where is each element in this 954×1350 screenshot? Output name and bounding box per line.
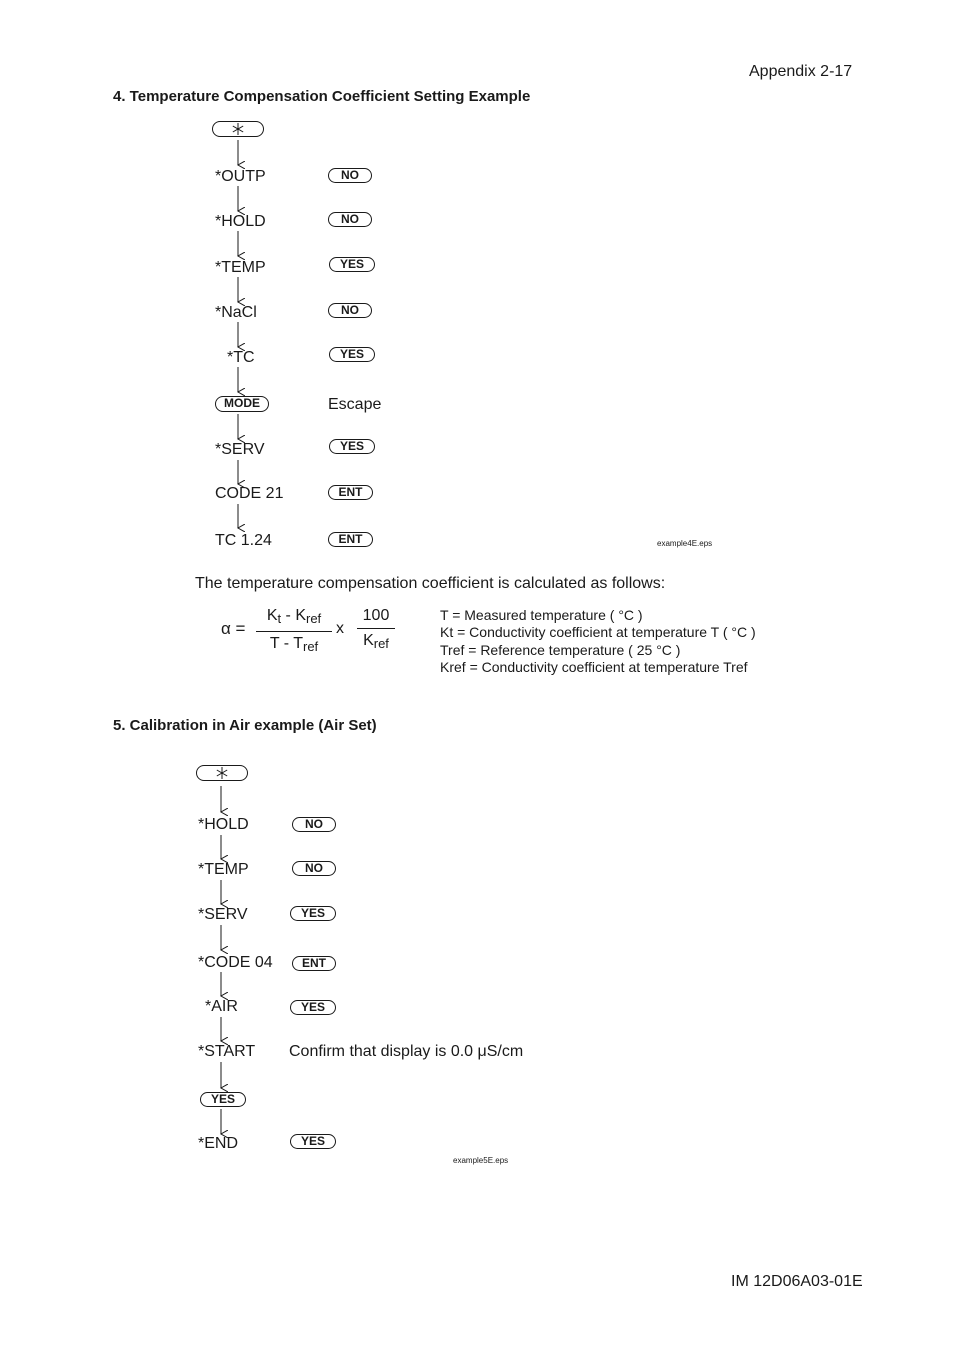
definition-line: Kref = Conductivity coefficient at temperature Tref bbox=[440, 658, 748, 675]
key-ent: ENT bbox=[328, 485, 373, 500]
step-label: TC 1.24 bbox=[215, 532, 272, 549]
fraction-2-denominator: $K_{ref}$ bbox=[363, 632, 389, 651]
step-label: *TEMP bbox=[198, 861, 249, 878]
step-label: *OUTP bbox=[215, 168, 266, 185]
confirm-note: Confirm that display is 0.0 μS/cm bbox=[289, 1043, 524, 1060]
step-label: *TEMP bbox=[215, 259, 266, 276]
key-yes: YES bbox=[329, 347, 375, 362]
key-no: NO bbox=[292, 817, 336, 832]
figure-filename: example5E.eps bbox=[453, 1156, 509, 1165]
step-label: CODE 21 bbox=[215, 485, 284, 502]
key-yes: YES bbox=[200, 1092, 246, 1107]
fraction-1-numerator: $K_t - K_{ref}$ bbox=[266, 607, 322, 626]
step-label: *AIR bbox=[205, 998, 238, 1015]
key-ent: ENT bbox=[328, 532, 373, 547]
key-yes: YES bbox=[329, 439, 375, 454]
step-label: *CODE 04 bbox=[198, 954, 273, 971]
fraction-1-denominator: T - $T_{ref}$ bbox=[269, 635, 319, 654]
step-label: *END bbox=[198, 1135, 239, 1152]
fraction-2 bbox=[357, 606, 395, 654]
key-yes: YES bbox=[329, 257, 375, 272]
key-yes: YES bbox=[290, 906, 336, 921]
section-5-title: 5. Calibration in Air example (Air Set) bbox=[113, 717, 377, 734]
variable-definitions bbox=[440, 607, 756, 676]
page-header: Appendix 2-17 bbox=[749, 63, 853, 80]
alpha-label: α = bbox=[221, 619, 246, 638]
asterisk-key bbox=[196, 765, 248, 781]
multiply-sign: x bbox=[336, 620, 344, 637]
formula-intro: The temperature compensation coefficient is calculated as follows: bbox=[195, 575, 666, 592]
definition-line: Tref = Reference temperature ( 25 °C ) bbox=[440, 641, 681, 658]
key-yes: YES bbox=[290, 1000, 336, 1015]
key-mode: MODE bbox=[215, 396, 269, 412]
step-label: *HOLD bbox=[215, 213, 266, 230]
escape-note: Escape bbox=[328, 396, 382, 413]
asterisk-key bbox=[212, 121, 264, 137]
step-label: *HOLD bbox=[198, 816, 249, 833]
fraction-1 bbox=[256, 606, 332, 657]
step-label: *SERV bbox=[198, 906, 248, 923]
document-id: IM 12D06A03-01E bbox=[731, 1273, 863, 1290]
step-label: *NaCl bbox=[215, 304, 257, 321]
figure-filename: example4E.eps bbox=[657, 539, 713, 548]
key-no: NO bbox=[328, 212, 372, 227]
key-no: NO bbox=[328, 303, 372, 318]
key-no: NO bbox=[328, 168, 372, 183]
step-label: *TC bbox=[227, 349, 255, 366]
key-ent: ENT bbox=[292, 956, 336, 971]
step-label: *SERV bbox=[215, 441, 265, 458]
fraction-2-numerator: 100 bbox=[362, 607, 390, 624]
definition-line: T = Measured temperature ( °C ) bbox=[440, 607, 643, 623]
key-no: NO bbox=[292, 861, 336, 876]
key-yes: YES bbox=[290, 1134, 336, 1149]
definition-line: Kt = Conductivity coefficient at temperature T ( °C ) bbox=[440, 624, 756, 641]
step-label: *START bbox=[198, 1043, 256, 1060]
section-4-title: 4. Temperature Compensation Coefficient Setting Example bbox=[113, 88, 531, 105]
